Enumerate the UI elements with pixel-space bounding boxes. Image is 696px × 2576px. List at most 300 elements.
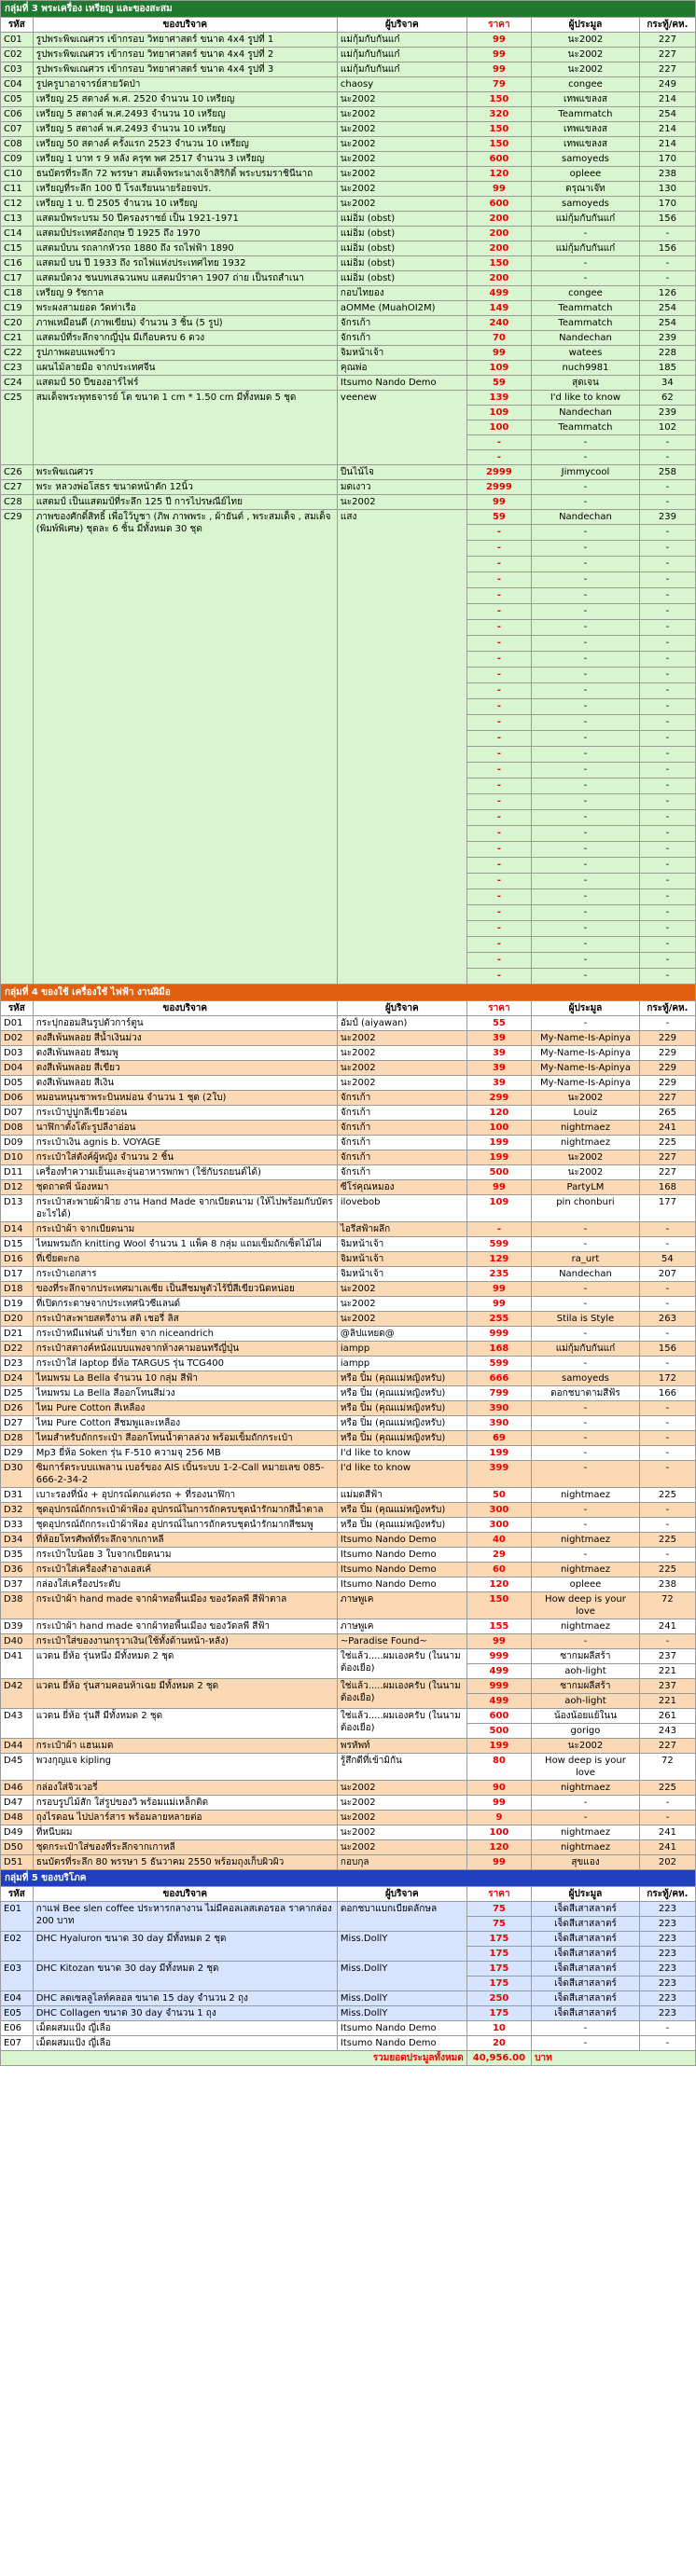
item-name: เหรียญ 50 สตางค์ ครั้งแรก 2523 จำนวน 10 เหรียญ [33,137,337,152]
item-price: 199 [466,1446,531,1461]
column-header-row [1,1887,696,1902]
item-code: D21 [1,1327,34,1342]
item-reference: - [639,1811,695,1825]
item-code: E02 [1,1932,34,1962]
col-name-header: ของบริจาค [33,18,337,33]
table-row [1,1619,696,1634]
item-code: D16 [1,1252,34,1267]
item-reference: - [639,572,695,588]
item-reference: 238 [639,167,695,182]
item-reference: 156 [639,241,695,256]
item-reference: 265 [639,1106,695,1121]
item-code: C04 [1,77,34,92]
item-donor: ใช่แล้ว.....ผมเองครับ (ในนามต้องเยือ) [337,1679,466,1709]
item-code: D34 [1,1533,34,1548]
item-buyer: นะ2002 [532,1165,640,1180]
item-reference: 225 [639,1563,695,1577]
item-reference: 237 [639,1679,695,1694]
item-donor: iampp [337,1357,466,1371]
item-reference: - [639,1548,695,1563]
item-name: ของที่ระลึกจากประเทศมาเลเซีย เป็นสีชมพูตัวไร้ปี่สีเขียวนิดหน่อย [33,1282,337,1297]
item-code: E04 [1,1991,34,2006]
item-price: - [466,668,531,683]
item-code: D43 [1,1709,34,1739]
table-row [1,137,696,152]
item-reference: - [639,1401,695,1416]
item-buyer: นะ2002 [532,1739,640,1754]
item-buyer: opleee [532,167,640,182]
item-code: C26 [1,465,34,480]
item-name: ที่เปิดกระดาษจากประเทศนิวซีแลนด์ [33,1297,337,1312]
sheet-body [1,1,696,2066]
item-donor: จักรเก้า [337,1121,466,1136]
item-buyer: Jimmycool [532,465,640,480]
item-code: C02 [1,48,34,62]
item-donor: แม่อิ่ม (obst) [337,256,466,271]
item-reference: - [639,1431,695,1446]
item-code: D23 [1,1357,34,1371]
item-donor: พรหัพท์ [337,1739,466,1754]
item-buyer: เจ็ดสีเสาสลาตร์ [532,1932,640,1947]
item-reference: 214 [639,122,695,137]
item-donor: แม่กุ้มกับกันแก๋ [337,62,466,77]
item-reference: 156 [639,212,695,227]
item-reference: 223 [639,1917,695,1932]
item-donor: นะ2002 [337,1781,466,1796]
item-code: D01 [1,1016,34,1031]
item-price: 39 [466,1061,531,1076]
item-price: 50 [466,1488,531,1503]
item-name: เม็ดผสมแป้ง ญี่เลือ [33,2021,337,2036]
item-name: เหรียญ 1 บาท ร 9 หลัง ครุฑ พศ 2517 จำนวน 3 เหรียญ [33,152,337,167]
item-buyer: เจ็ดสีเสาสลาตร์ [532,1947,640,1962]
item-reference: - [639,256,695,271]
item-reference: - [639,1237,695,1252]
item-price: - [466,810,531,826]
item-price: 2999 [466,480,531,495]
item-name: แสตมป์พระบรม 50 ปีครองราชย์ เป็น 1921-1971 [33,212,337,227]
item-code: D10 [1,1150,34,1165]
item-reference: 225 [639,1488,695,1503]
item-name: กาแฟ Bee slen coffee ประหารกลางาน ไม่มีคอลเลสเตอรอล ราคากล่อง 200 บาท [33,1902,337,1932]
item-price: 99 [466,1855,531,1870]
item-buyer: - [532,435,640,450]
col-code-header: รหัส [1,1001,34,1016]
item-buyer: - [532,1446,640,1461]
item-code: D49 [1,1825,34,1840]
item-donor: นะ2002 [337,495,466,510]
item-name: ถุงไรดอน ไปปลาร์สาร พร้อมลายหลายต่อ [33,1811,337,1825]
item-price: 75 [466,1917,531,1932]
item-name: ซิมการ์ดระบบเเพลาน เบอร์ของ AIS เบิ้นระบบ 1-2-Call หมายเลข 085-666-2-34-2 [33,1461,337,1488]
item-reference: - [639,1518,695,1533]
group-header [1,985,696,1001]
item-buyer: pin chonburi [532,1195,640,1222]
item-code: C11 [1,182,34,197]
item-price: - [466,794,531,810]
item-code: D28 [1,1431,34,1446]
item-price: 999 [466,1649,531,1664]
item-donor: นะ2002 [337,1811,466,1825]
item-buyer: Nandechan [532,510,640,525]
item-price: 100 [466,1825,531,1840]
item-donor: แม่มดสีฟ้า [337,1488,466,1503]
item-donor: chaosy [337,77,466,92]
item-price: 75 [466,1902,531,1917]
item-buyer: watees [532,346,640,361]
item-donor: รู้สึกดีที่เข้ามิกัน [337,1754,466,1781]
item-name: แสตมป์ดวง ชนบทเสฉวนพบ แสตมป์ราคา 1907 ถ่าย เป็นรถสำเนา [33,271,337,286]
table-row [1,495,696,510]
item-buyer: - [532,763,640,778]
item-reference: 223 [639,1947,695,1962]
item-reference: 156 [639,1342,695,1357]
item-price: - [466,604,531,620]
item-donor: คุณพ่อ [337,361,466,376]
item-price: 99 [466,62,531,77]
item-price: 90 [466,1781,531,1796]
item-buyer: - [532,1634,640,1649]
item-donor: จักรเก้า [337,1150,466,1165]
item-price: 175 [466,2006,531,2021]
item-reference: - [639,858,695,874]
item-donor: แม่กุ้มกับกันแก๋ [337,33,466,48]
item-code: E06 [1,2021,34,2036]
item-code: D37 [1,1577,34,1592]
item-price: 150 [466,1592,531,1619]
item-buyer: สุดเจน [532,376,640,391]
table-row [1,227,696,241]
item-reference: 254 [639,107,695,122]
item-price: 240 [466,316,531,331]
table-row [1,1416,696,1431]
item-name: รูปพระพิฆเณศวร เข้ากรอบ วิทยาศาสตร์ ขนาด 4x4 รูปที่ 2 [33,48,337,62]
item-code: D22 [1,1342,34,1357]
item-code: D27 [1,1416,34,1431]
item-code: D11 [1,1165,34,1180]
table-row [1,1222,696,1237]
item-reference: 214 [639,137,695,152]
item-buyer: ซากมผลีสร้า [532,1649,640,1664]
item-donor: ซีโร่คุณหมอง [337,1180,466,1195]
item-buyer: nightmaez [532,1619,640,1634]
item-name: ภาพเหมือนดี (ภาพเขียน) จำนวน 3 ชิ้น (5 รูป) [33,316,337,331]
item-price: 129 [466,1252,531,1267]
item-reference: 102 [639,420,695,435]
item-price: 199 [466,1739,531,1754]
total-unit: บาท [532,2051,696,2066]
item-buyer: - [532,1503,640,1518]
item-buyer: Nandechan [532,406,640,420]
item-price: 150 [466,137,531,152]
item-name: ที่หนีบผม [33,1825,337,1840]
item-name: รูปพระพิฆเณศวร เข้ากรอบ วิทยาศาสตร์ ขนาด 4x4 รูปที่ 3 [33,62,337,77]
item-buyer: เจ็ดสีเสาสลาตร์ [532,1917,640,1932]
item-code: C19 [1,301,34,316]
item-name: พระพิฆเณศวร [33,465,337,480]
item-reference: - [639,1634,695,1649]
item-name: แสตมป์บน รถลากหัวรถ 1880 ถึง รถไฟฟ้า 1890 [33,241,337,256]
table-row [1,1180,696,1195]
item-donor: ~Paradise Found~ [337,1634,466,1649]
item-code: D32 [1,1503,34,1518]
table-row [1,361,696,376]
table-row [1,1592,696,1619]
item-name: ชุดอุปกรณ์ถักกระเป๋าผ้าฟ้อง อุปกรณ์ในการถักครบชุดนำรักมากสีชมพู [33,1518,337,1533]
item-name: ธนบัตรที่ระลึก 72 พรรษา สมเด็จพระนางเจ้าสิริกิติ์ พระบรมราชินีนาถ [33,167,337,182]
item-donor: Itsumo Nando Demo [337,1548,466,1563]
item-name: ชุดถาดพี่ น้องหมา [33,1180,337,1195]
table-row [1,1165,696,1180]
item-price: 109 [466,406,531,420]
table-row [1,77,696,92]
item-price: - [466,842,531,858]
table-row [1,480,696,495]
item-buyer: เทพแขลงส [532,122,640,137]
item-reference: - [639,1461,695,1488]
col-buyer-header: ผู้ประมูล [532,1001,640,1016]
item-reference: 214 [639,92,695,107]
item-buyer: แม่กุ้มกับกันแก๋ [532,241,640,256]
item-buyer: gorigo [532,1724,640,1739]
item-reference: 227 [639,1165,695,1180]
table-row [1,1461,696,1488]
item-donor: นะ2002 [337,182,466,197]
item-reference: - [639,778,695,794]
item-reference: - [639,889,695,905]
item-price: 299 [466,1091,531,1106]
item-reference: - [639,271,695,286]
item-buyer: - [532,1222,640,1237]
table-row [1,182,696,197]
item-buyer: - [532,1811,640,1825]
item-name: กระเป๋าหมีแฟนด้ บ่าเรี่ยก จาก niceandrich [33,1327,337,1342]
table-row [1,48,696,62]
item-buyer: ดอกชบาตามสีฟ้ร [532,1386,640,1401]
item-donor: Itsumo Nando Demo [337,2021,466,2036]
col-price-header: ราคา [466,1887,531,1902]
item-reference: 223 [639,1962,695,1977]
item-buyer: - [532,1416,640,1431]
table-row [1,1371,696,1386]
item-code: C25 [1,391,34,465]
item-reference: 72 [639,1592,695,1619]
table-row [1,1739,696,1754]
table-row [1,1282,696,1297]
item-reference: 185 [639,361,695,376]
item-name: Mp3 ยี่ห้อ Soken รุ่น F-510 ความจุ 256 MB [33,1446,337,1461]
item-price: - [466,636,531,652]
item-donor: นะ2002 [337,152,466,167]
item-price: 59 [466,376,531,391]
item-buyer: - [532,1327,640,1342]
item-code: D51 [1,1855,34,1870]
table-row [1,1046,696,1061]
item-code: D33 [1,1518,34,1533]
col-price-header: ราคา [466,18,531,33]
table-row [1,256,696,271]
table-row [1,1031,696,1046]
item-price: 999 [466,1327,531,1342]
item-buyer: - [532,1237,640,1252]
item-reference: 254 [639,301,695,316]
item-code: C13 [1,212,34,227]
item-code: D06 [1,1091,34,1106]
item-name: ธนบัตรที่ระลึก 80 พรรษา 5 ธันวาคม 2550 พร้อมถุงเก็บผิวผิว [33,1855,337,1870]
item-reference: 241 [639,1840,695,1855]
table-row [1,1136,696,1150]
col-name-header: ของบริจาค [33,1887,337,1902]
item-reference: - [639,810,695,826]
table-row [1,1297,696,1312]
item-buyer: เจ็ดสีเสาสลาตร์ [532,2006,640,2021]
item-name: แวดน ยี่ห้อ รุ่นสี มีทั้งหมด 2 ชุด [33,1709,337,1739]
item-code: D44 [1,1739,34,1754]
item-code: D17 [1,1267,34,1282]
item-code: C21 [1,331,34,346]
item-buyer: - [532,256,640,271]
item-code: D26 [1,1401,34,1416]
item-donor: แม่อิ่ม (obst) [337,271,466,286]
item-donor: นะ2002 [337,1297,466,1312]
item-name: ดงสีเพ้นพลอย สีน้ำเงินม่วง [33,1031,337,1046]
item-code: D46 [1,1781,34,1796]
item-name: เหรียญ 5 สตางค์ พ.ศ.2493 จำนวน 10 เหรียญ [33,107,337,122]
item-name: กระเป๋าปูปูกลีเขียวอ่อน [33,1106,337,1121]
item-donor: Itsumo Nando Demo [337,1533,466,1548]
item-code: C14 [1,227,34,241]
item-reference: 223 [639,1902,695,1917]
item-donor: นะ2002 [337,1282,466,1297]
item-code: D47 [1,1796,34,1811]
item-reference: 243 [639,1724,695,1739]
item-donor: นะ2002 [337,1031,466,1046]
item-buyer: - [532,842,640,858]
item-reference: - [639,1297,695,1312]
item-buyer: How deep is your love [532,1592,640,1619]
item-reference: - [639,525,695,541]
item-buyer: My-Name-Is-Apinya [532,1076,640,1091]
item-buyer: - [532,227,640,241]
item-price: - [466,435,531,450]
item-reference: - [639,1416,695,1431]
item-price: 99 [466,1796,531,1811]
item-code: E05 [1,2006,34,2021]
item-reference: 227 [639,48,695,62]
item-price: 199 [466,1136,531,1150]
item-buyer: My-Name-Is-Apinya [532,1046,640,1061]
item-price: 175 [466,1947,531,1962]
item-donor: จิมหน้าเจ้า [337,1237,466,1252]
item-buyer: นะ2002 [532,1150,640,1165]
item-buyer: - [532,271,640,286]
item-name: กระเป๋าใบน้อย 3 ใบจากเบียดนาม [33,1548,337,1563]
item-reference: 166 [639,1386,695,1401]
item-donor: หรือ ปิ๋ม (คุณแม่หญิงหรับ) [337,1386,466,1401]
item-reference: 223 [639,1977,695,1991]
item-buyer: - [532,889,640,905]
item-name: ไหมพรมถัก knitting Wool จำนวน 1 แพ็ค 8 กลุ่ม แถมเข็มถักเซ็ตไม้ไผ่ [33,1237,337,1252]
item-name: เหรียญ 9 รัชกาล [33,286,337,301]
item-price: 600 [466,197,531,212]
table-row [1,1548,696,1563]
table-row [1,1357,696,1371]
item-name: เหรียญ 1 บ. ปี 2505 จำนวน 10 เหรียญ [33,197,337,212]
item-reference: 221 [639,1664,695,1679]
item-name: DHC Kitozan ขนาด 30 day มีทั้งหมด 2 ชุด [33,1962,337,1991]
item-donor: นะ2002 [337,1061,466,1076]
item-donor: แม่อิ่ม (obst) [337,212,466,227]
item-reference: - [639,842,695,858]
item-code: C10 [1,167,34,182]
item-buyer: aoh-light [532,1694,640,1709]
item-price: 139 [466,391,531,406]
item-donor: หรือ ปิ๋ม (คุณแม่หญิงหรับ) [337,1416,466,1431]
table-row [1,1796,696,1811]
item-reference: 238 [639,1577,695,1592]
item-price: 100 [466,420,531,435]
item-donor: ใช่แล้ว.....ผมเองครับ (ในนามต้องเยือ) [337,1709,466,1739]
item-buyer: Teammatch [532,301,640,316]
item-code: C01 [1,33,34,48]
item-reference: 237 [639,1649,695,1664]
item-price: - [466,905,531,921]
col-code-header: รหัส [1,18,34,33]
item-reference: - [639,652,695,668]
table-row [1,1488,696,1503]
col-rec-header: กระทู้/คห. [639,18,695,33]
item-buyer: My-Name-Is-Apinya [532,1031,640,1046]
table-row [1,510,696,525]
table-row [1,1533,696,1548]
item-donor: หรือ ปิ๋ม (คุณแม่หญิงหรับ) [337,1431,466,1446]
item-reference: - [639,480,695,495]
item-price: 99 [466,346,531,361]
item-price: 99 [466,33,531,48]
item-name: กระเป๋าผ้า จากเบียดนาม [33,1222,337,1237]
table-row [1,1679,696,1694]
item-code: C06 [1,107,34,122]
item-buyer: - [532,905,640,921]
item-donor: แม่อิ่ม (obst) [337,227,466,241]
item-buyer: - [532,525,640,541]
item-buyer: - [532,1461,640,1488]
item-buyer: - [532,636,640,652]
item-reference: 229 [639,1031,695,1046]
item-price: 60 [466,1563,531,1577]
item-reference: 227 [639,33,695,48]
item-donor: จิมหน้าเจ้า [337,346,466,361]
item-reference: - [639,969,695,985]
item-price: 200 [466,212,531,227]
item-price: 599 [466,1357,531,1371]
item-price: 390 [466,1416,531,1431]
item-price: 55 [466,1016,531,1031]
item-price: 79 [466,77,531,92]
item-buyer: - [532,1297,640,1312]
item-price: 150 [466,256,531,271]
table-row [1,1386,696,1401]
item-price: - [466,683,531,699]
item-reference: 239 [639,510,695,525]
item-reference: 249 [639,77,695,92]
item-price: - [466,588,531,604]
item-buyer: - [532,858,640,874]
item-buyer: - [532,1548,640,1563]
item-price: 59 [466,510,531,525]
item-name: พระผงสามยอด วัดท่าเรือ [33,301,337,316]
item-price: 300 [466,1503,531,1518]
